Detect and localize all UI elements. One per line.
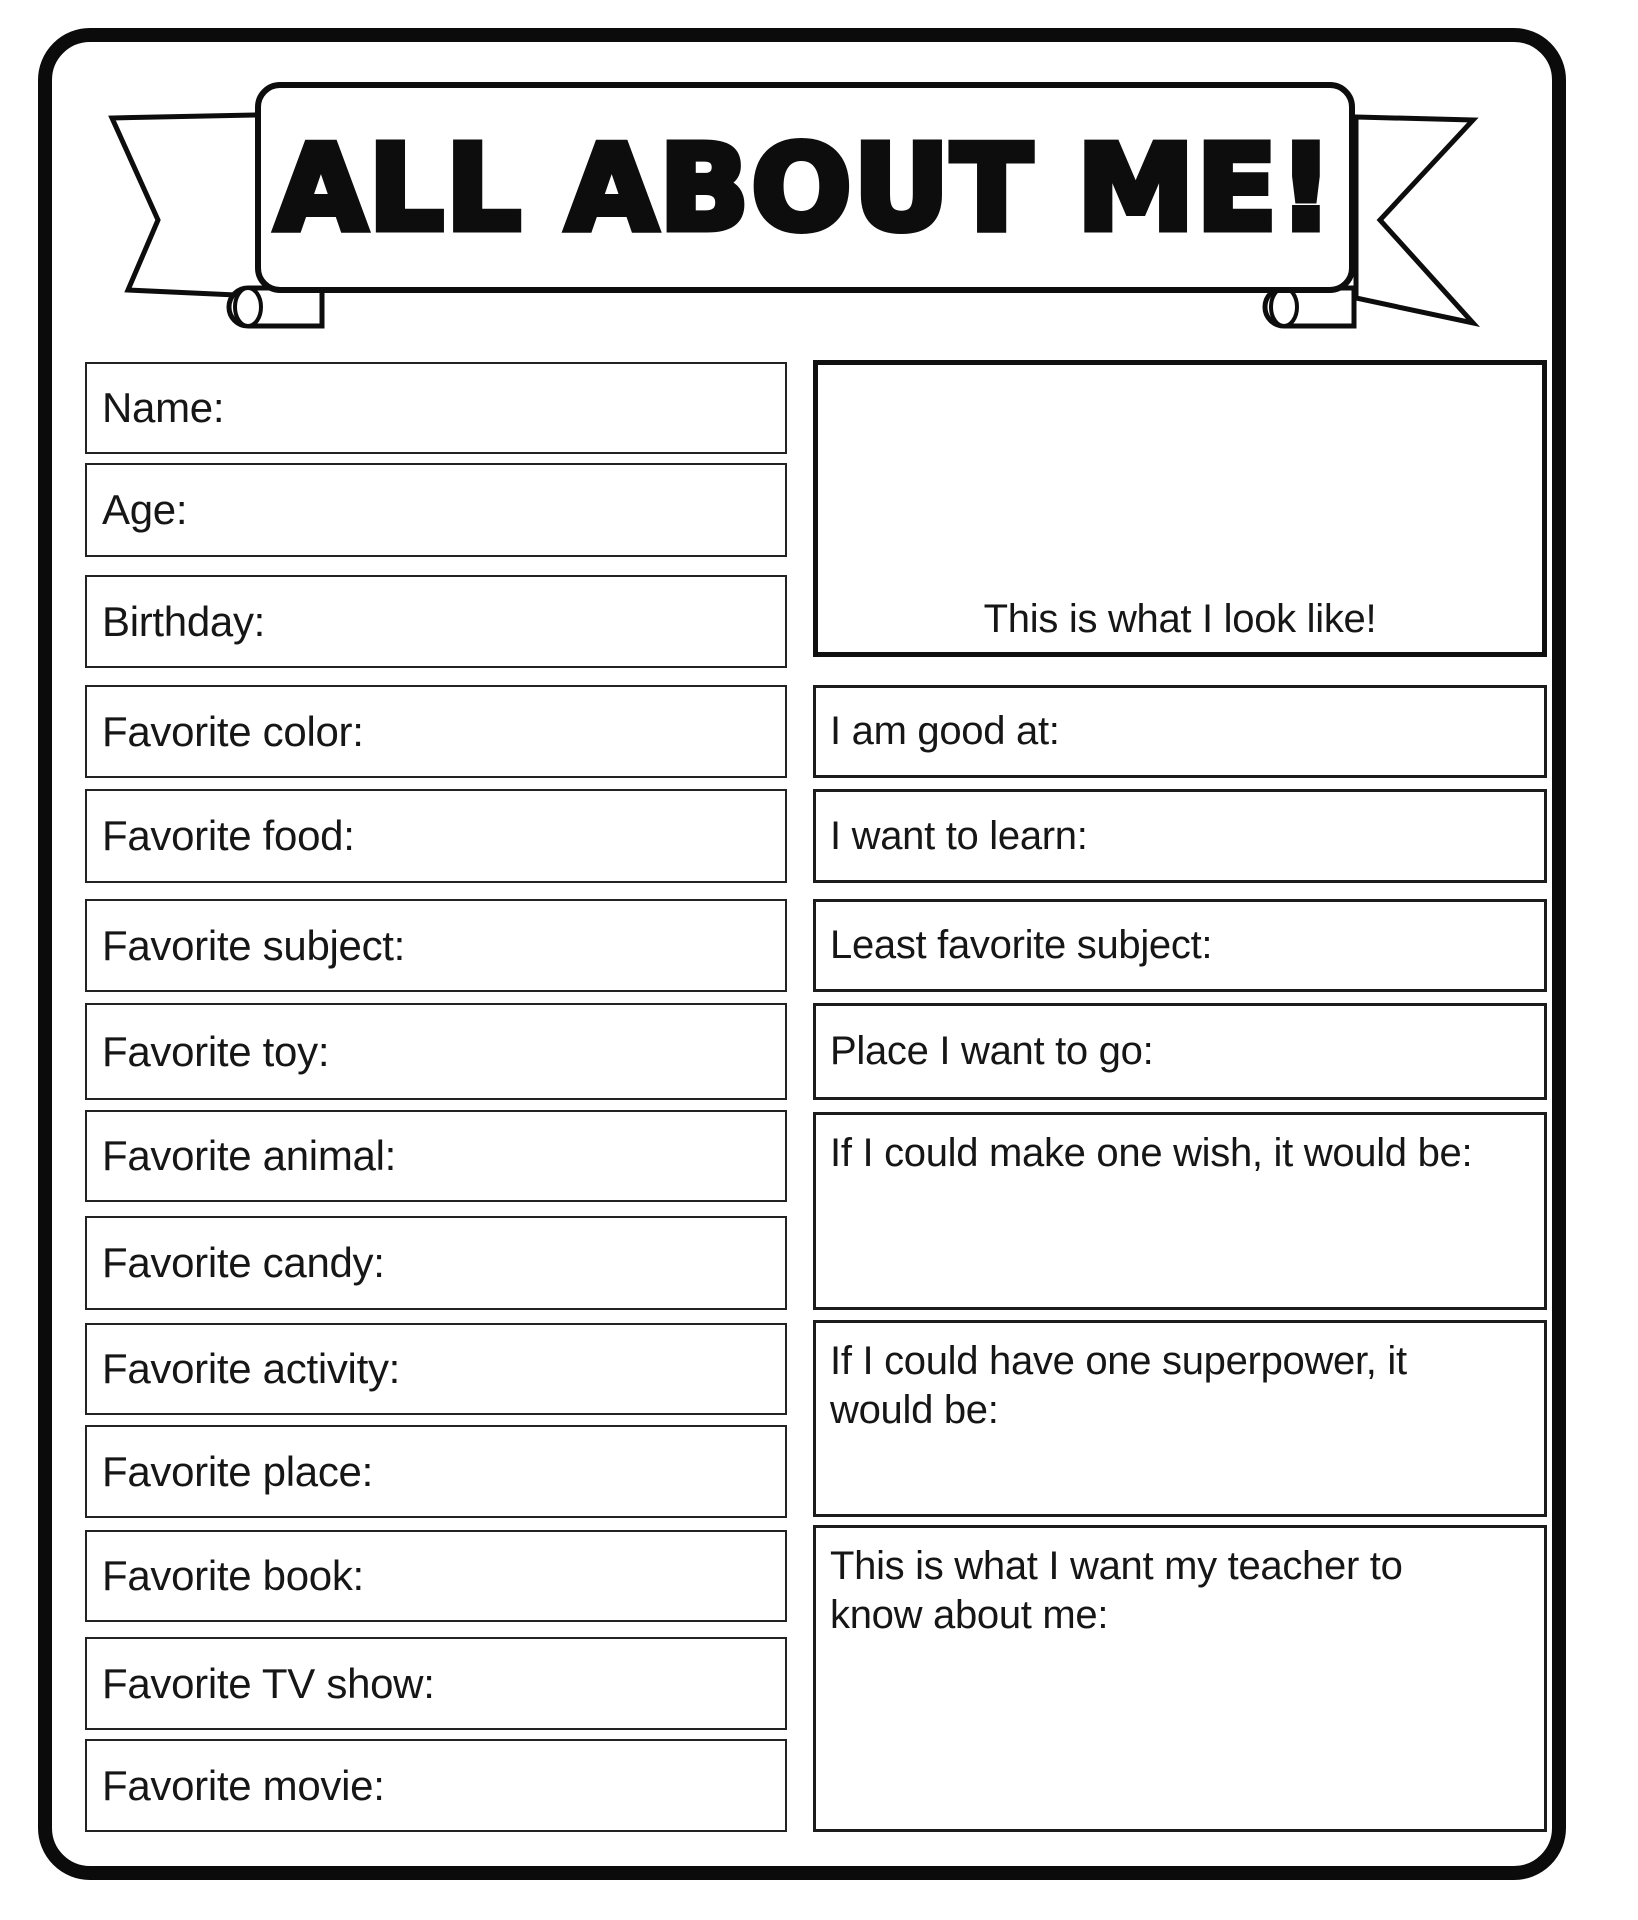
field-label: Place I want to go: xyxy=(830,1029,1154,1074)
field-i-am-good-at[interactable] xyxy=(813,685,1547,778)
field-label: I want to learn: xyxy=(830,813,1088,858)
field-favorite-animal[interactable] xyxy=(85,1110,787,1202)
field-label: Favorite place: xyxy=(102,1447,373,1495)
page-title: ALL ABOUT ME! xyxy=(275,118,1335,257)
field-favorite-toy[interactable] xyxy=(85,1003,787,1100)
ribbon-left-curl-opening xyxy=(235,288,261,326)
field-label: Age: xyxy=(102,486,188,534)
field-favorite-movie[interactable] xyxy=(85,1739,787,1832)
field-teacher-should-know[interactable] xyxy=(813,1525,1547,1832)
field-favorite-color[interactable] xyxy=(85,685,787,778)
field-place-i-want-to-go[interactable] xyxy=(813,1003,1547,1100)
field-label-line1: This is what I want my teacher to xyxy=(830,1544,1403,1588)
field-favorite-book[interactable] xyxy=(85,1530,787,1622)
field-label: I am good at: xyxy=(830,709,1060,754)
field-label: Name: xyxy=(102,384,225,432)
field-one-wish[interactable] xyxy=(813,1112,1547,1310)
field-label-line2: know about me: xyxy=(830,1592,1109,1637)
photo-caption: This is what I look like! xyxy=(983,597,1377,642)
field-favorite-subject[interactable] xyxy=(85,899,787,992)
field-favorite-food[interactable] xyxy=(85,789,787,883)
field-label: Favorite subject: xyxy=(102,921,406,969)
field-name[interactable] xyxy=(85,362,787,454)
field-label: Favorite TV show: xyxy=(102,1659,435,1707)
ribbon-right-tail xyxy=(1356,117,1473,323)
field-label-line2: would be: xyxy=(830,1387,999,1432)
field-label: Favorite activity: xyxy=(102,1345,401,1393)
ribbon-right-curl-opening xyxy=(1271,288,1297,326)
field-favorite-place[interactable] xyxy=(85,1425,787,1518)
field-favorite-candy[interactable] xyxy=(85,1216,787,1310)
field-label: Favorite animal: xyxy=(102,1132,396,1180)
field-age[interactable] xyxy=(85,463,787,557)
field-label: If I could make one wish, it would be: xyxy=(830,1131,1473,1175)
field-one-superpower[interactable] xyxy=(813,1320,1547,1517)
field-least-favorite-subject[interactable] xyxy=(813,899,1547,992)
field-birthday[interactable] xyxy=(85,575,787,668)
field-label: Favorite toy: xyxy=(102,1027,330,1075)
title-banner xyxy=(0,0,1638,400)
field-label: Birthday: xyxy=(102,597,266,645)
field-favorite-activity[interactable] xyxy=(85,1323,787,1415)
field-favorite-tv-show[interactable] xyxy=(85,1637,787,1730)
field-label: Favorite color: xyxy=(102,707,364,755)
field-label-line1: If I could have one superpower, it xyxy=(830,1339,1407,1383)
field-i-want-to-learn[interactable] xyxy=(813,789,1547,883)
photo-drawing-area[interactable] xyxy=(813,360,1547,657)
field-label: Favorite movie: xyxy=(102,1761,385,1809)
field-label: Favorite book: xyxy=(102,1552,364,1600)
field-label: Favorite candy: xyxy=(102,1239,385,1287)
field-label: Least favorite subject: xyxy=(830,923,1213,968)
field-label: Favorite food: xyxy=(102,812,355,860)
